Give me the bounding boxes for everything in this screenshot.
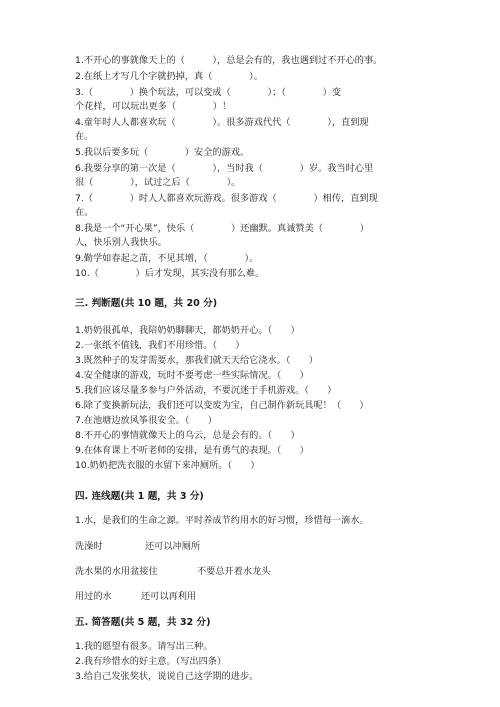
judge-item: 8.不开心的事情就像天上的乌云，总是会有的。（ ） bbox=[75, 430, 300, 441]
fill-blank-line: 7.（ ）时人人都喜欢玩游戏。很多游戏（ ）相传，直到现 bbox=[75, 193, 378, 204]
section-heading-short: 五. 简答题(共 5 题，共 32 分) bbox=[75, 617, 211, 628]
match-left-item: 洗水果的水用盆接住 bbox=[75, 566, 158, 577]
fill-blank-line: 4.童年时人人都喜欢玩（ ）。很多游戏代代（ ），直到现 bbox=[75, 117, 369, 128]
judge-item: 4.安全健康的游戏，玩时不要考虑一些实际情况。（ ） bbox=[75, 370, 309, 381]
judge-item: 7.在池塘边放风筝很安全。（ ） bbox=[75, 415, 217, 426]
judge-item: 9.在体育课上不听老师的安排，是有勇气的表现。（ ） bbox=[75, 445, 309, 456]
match-left-item: 用过的水 bbox=[75, 591, 112, 602]
judge-item: 10.奶奶把洗衣服的水留下来冲厕所。（ ） bbox=[75, 460, 260, 471]
fill-blank-line: 8.我是一个“开心果”，快乐（ ）还幽默。真诚赞美（ ） bbox=[75, 223, 369, 234]
fill-blank-line: 9.勤学如春起之苗，不见其增，（ ）。 bbox=[75, 253, 259, 264]
fill-blank-line: 2.在纸上才写几个字就扔掉，真（ ）。 bbox=[75, 71, 263, 82]
judge-item: 5.我们应该尽量多参与户外活动，不要沉迷于手机游戏。（ ） bbox=[75, 385, 337, 396]
judge-item: 6.除了变换新玩法，我们还可以变废为宝，自己制作新玩具呢！（ ） bbox=[75, 400, 369, 411]
short-answer-item: 2.我有珍惜水的好主意。（写出四条） bbox=[75, 656, 227, 667]
fill-blank-line: 1.不开心的事就像天上的（ ），总是会有的，我也遇到过不开心的事。 bbox=[75, 55, 383, 66]
fill-blank-line: 在。 bbox=[75, 207, 94, 218]
match-left-item: 洗澡时 bbox=[75, 541, 103, 552]
fill-blank-line: 人，快乐别人我快乐。 bbox=[75, 237, 167, 248]
judge-item: 2.一张纸不值钱，我们不用珍惜。（ ） bbox=[75, 340, 245, 351]
match-right-item: 不要总开着水龙头 bbox=[197, 566, 271, 577]
match-right-item: 还可以冲厕所 bbox=[145, 541, 201, 552]
section-heading-match: 四. 连线题(共 1 题，共 3 分) bbox=[75, 491, 204, 502]
judge-item: 1.奶奶很孤单，我陪奶奶聊聊天，都奶奶开心。（ ） bbox=[75, 325, 300, 336]
fill-blank-line: 在。 bbox=[75, 131, 94, 142]
fill-blank-line: 很（ ），试过之后（ ）。 bbox=[75, 177, 241, 188]
judge-item: 3.既然种子的发芽需要水，那我们就天天给它浇水。（ ） bbox=[75, 355, 319, 366]
match-right-item: 还可以再利用 bbox=[141, 591, 197, 602]
fill-blank-line: 5.我以后要多玩（ ）安全的游戏。 bbox=[75, 147, 250, 158]
fill-blank-line: 10.（ ）后才发现，其实没有那么难。 bbox=[75, 268, 265, 279]
fill-blank-line: 6.我要分享的第一次是（ ），当时我（ ）岁。我当时心里 bbox=[75, 163, 374, 174]
fill-blank-line: 个花样，可以玩出更多（ ）！ bbox=[75, 101, 232, 112]
section-heading-judge: 三. 判断题(共 10 题，共 20 分) bbox=[75, 298, 218, 309]
fill-blank-line: 3.（ ）换个玩法，可以变成（ ）；（ ）变 bbox=[75, 87, 342, 98]
match-prompt: 1.水，是我们的生命之源。平时养成节约用水的好习惯，珍惜每一滴水。 bbox=[75, 515, 369, 526]
short-answer-item: 3.给自己发张奖状，说说自己这学期的进步。 bbox=[75, 671, 259, 682]
short-answer-item: 1.我的愿望有很多。请写出三种。 bbox=[75, 641, 213, 652]
